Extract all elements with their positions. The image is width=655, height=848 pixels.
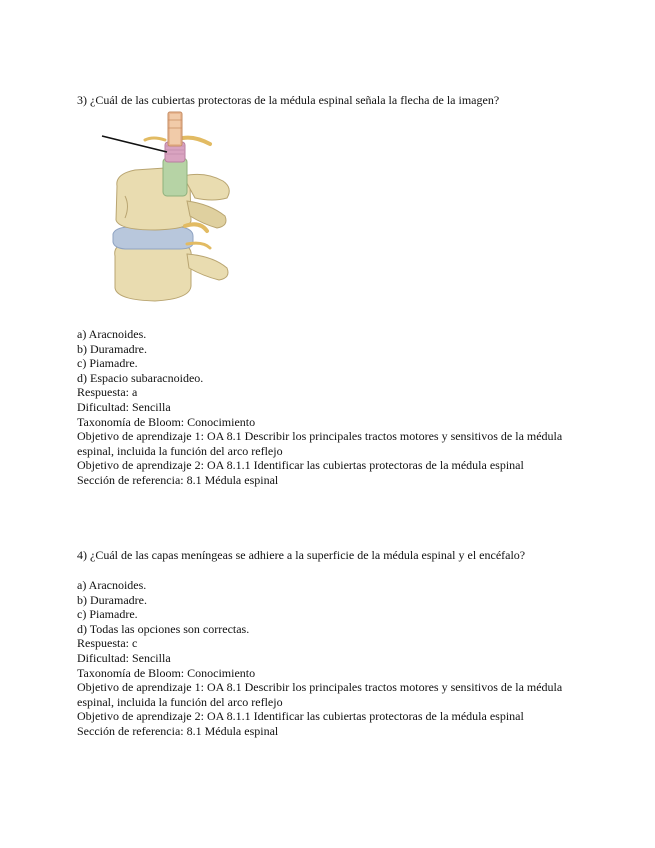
- question-3-text: 3) ¿Cuál de las cubiertas protectoras de la médula espinal señala la flecha de la imagen?: [77, 93, 500, 107]
- q4-option-c: c) Piamadre.: [77, 607, 138, 622]
- spinal-cord-meninges-figure: [95, 106, 245, 306]
- q3-section: Sección de referencia: 8.1 Médula espinal: [77, 472, 279, 487]
- question-4-details: [77, 578, 577, 739]
- lower-vertebra-body: [115, 243, 192, 301]
- q3-objective-2: Objetivo de aprendizaje 2: OA 8.1.1 Identificar las cubiertas protectoras de la médula espinal: [77, 458, 524, 473]
- q3-option-a: a) Aracnoides.: [77, 327, 147, 341]
- q3-answer: Respuesta: a: [77, 385, 138, 400]
- q4-objective-1: Objetivo de aprendizaje 1: OA 8.1 Describir los principales tractos motores y sensitivos de la médula espinal, incluida la función del arco reflejo: [77, 680, 563, 709]
- q3-option-d: d) Espacio subaracnoideo.: [77, 370, 204, 385]
- question-3-details: [77, 327, 577, 488]
- q3-difficulty: Dificultad: Sencilla: [77, 399, 171, 414]
- spinous-process-lower: [187, 254, 228, 280]
- question-4-text: 4) ¿Cuál de las capas meníngeas se adhiere a la superficie de la médula espinal y el encéfalo?: [77, 548, 526, 562]
- q3-option-b: b) Duramadre.: [77, 341, 147, 356]
- q4-option-a: a) Aracnoides.: [77, 578, 147, 592]
- q4-difficulty: Dificultad: Sencilla: [77, 650, 171, 665]
- q3-taxonomy: Taxonomía de Bloom: Conocimiento: [77, 414, 256, 429]
- q3-option-c: c) Piamadre.: [77, 356, 138, 371]
- q4-taxonomy: Taxonomía de Bloom: Conocimiento: [77, 665, 256, 680]
- q4-section: Sección de referencia: 8.1 Médula espinal: [77, 723, 279, 738]
- q4-option-d: d) Todas las opciones son correctas.: [77, 621, 250, 636]
- q4-answer: Respuesta: c: [77, 636, 138, 651]
- question-4: [77, 548, 577, 563]
- q3-objective-1: Objetivo de aprendizaje 1: OA 8.1 Describir los principales tractos motores y sensitivos de la médula espinal, incluida la función del arco reflejo: [77, 429, 563, 458]
- spinal-nerve-top: [183, 138, 210, 144]
- q4-option-b: b) Duramadre.: [77, 592, 147, 607]
- q4-objective-2: Objetivo de aprendizaje 2: OA 8.1.1 Identificar las cubiertas protectoras de la médula espinal: [77, 709, 524, 724]
- dura-mater: [163, 158, 187, 196]
